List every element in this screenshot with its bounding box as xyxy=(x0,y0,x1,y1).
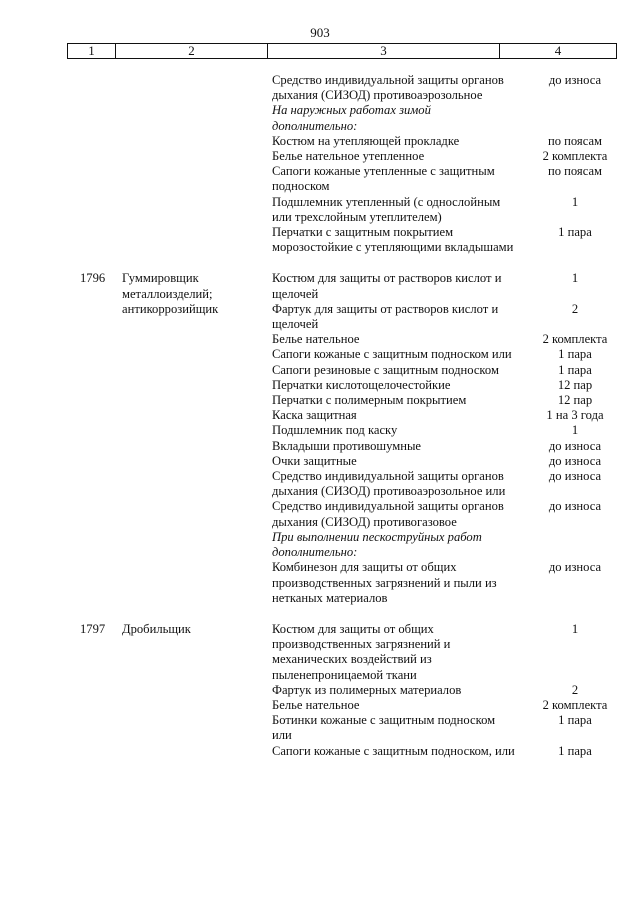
item-quantity: до износа xyxy=(548,560,602,575)
column-header-1: 1 xyxy=(68,44,116,58)
table-row xyxy=(0,347,640,362)
table-row xyxy=(0,560,640,606)
item-name: Белье нательное xyxy=(272,332,360,347)
item-name: Фартук для защиты от растворов кислот и щелочей xyxy=(272,301,499,332)
item-quantity: по поясам xyxy=(547,164,603,179)
table-row xyxy=(0,744,640,759)
column-header-3: 3 xyxy=(268,44,500,58)
item-quantity: 1 пара xyxy=(558,713,592,728)
table-row xyxy=(0,499,640,529)
item-name: Средство индивидуальной защиты органов дыхания (СИЗОД) противогазовое xyxy=(272,499,504,529)
table-row xyxy=(0,332,640,347)
entry-number: 1796 xyxy=(80,271,106,286)
item-quantity: до износа xyxy=(548,73,602,87)
item-name: Подшлемник утепленный (с однослойным или трехслойным утеплителем) xyxy=(272,194,501,224)
item-name: Фартук из полимерных материалов xyxy=(272,682,462,697)
item-name: Сапоги кожаные утепленные с защитным подноском xyxy=(272,164,495,194)
item-quantity: до износа xyxy=(548,469,602,484)
entry-profession: Дробильщик xyxy=(122,621,191,636)
table-row xyxy=(0,134,640,149)
table-row xyxy=(0,149,640,164)
item-quantity: 2 xyxy=(571,301,579,316)
item-name: Средство индивидуальной защиты органов дыхания (СИЗОД) противоаэрозольное xyxy=(272,73,504,103)
table-row xyxy=(0,302,640,332)
table-row xyxy=(0,408,640,423)
table-row xyxy=(0,713,640,743)
item-name: Белье нательное xyxy=(272,697,360,712)
item-name: Сапоги резиновые с защитным подноском xyxy=(272,362,499,377)
table-row xyxy=(0,698,640,713)
item-name: Ботинки кожаные с защитным подноском или xyxy=(272,713,496,743)
item-name: Белье нательное утепленное xyxy=(272,149,425,164)
item-name: Подшлемник под каску xyxy=(272,423,398,438)
table-header xyxy=(67,43,617,59)
item-quantity: 12 пар xyxy=(557,377,593,392)
entry-number: 1797 xyxy=(80,621,106,636)
item-quantity: 2 комплекта xyxy=(542,149,608,164)
entry-continuation xyxy=(0,73,640,255)
item-quantity: по поясам xyxy=(547,133,603,148)
item-name: Комбинезон для защиты от общих производственных загрязнений и пыли из нетканых материалов xyxy=(272,560,497,605)
item-quantity: 1 на 3 года xyxy=(546,408,604,423)
item-name: Перчатки с полимерным покрытием xyxy=(272,393,467,408)
table-row xyxy=(0,423,640,438)
table-row xyxy=(0,164,640,194)
column-header-4: 4 xyxy=(554,43,562,58)
column-header-2: 2 xyxy=(116,44,268,58)
item-name: Костюм для защиты от растворов кислот и щелочей xyxy=(272,271,502,301)
item-quantity: 1 пара xyxy=(558,225,592,240)
item-name: Костюм на утепляющей прокладке xyxy=(272,133,460,148)
item-quantity: до износа xyxy=(548,438,602,453)
item-quantity: 1 пара xyxy=(558,362,592,377)
item-quantity: 2 xyxy=(571,682,579,697)
table-row xyxy=(0,363,640,378)
table-row xyxy=(0,439,640,454)
table-row xyxy=(0,393,640,408)
entry-1796 xyxy=(0,271,640,605)
item-name: Каска защитная xyxy=(272,408,357,423)
page-number: 903 xyxy=(310,25,330,40)
table-row xyxy=(0,225,640,255)
item-name: Перчатки с защитным покрытием морозостойкие с утепляющими вкладышами xyxy=(272,225,514,255)
item-quantity: 1 xyxy=(571,621,579,636)
item-name: Сапоги кожаные с защитным подноском, или xyxy=(272,743,515,758)
item-quantity: 1 xyxy=(571,194,579,209)
item-name: Сапоги кожаные с защитным подноском или xyxy=(272,347,512,362)
table-row xyxy=(0,454,640,469)
item-name: Костюм для защиты от общих производственных загрязнений и механических воздействий из пыленепроницаемой ткани xyxy=(272,621,451,682)
item-name: Вкладыши противошумные xyxy=(272,438,422,453)
table-body xyxy=(0,73,640,759)
item-quantity: 12 пар xyxy=(557,393,593,408)
section-note: При выполнении пескоструйных работ дополнительно: xyxy=(272,529,482,560)
item-quantity: до износа xyxy=(548,499,602,514)
table-row xyxy=(0,378,640,393)
table-row xyxy=(0,469,640,499)
item-quantity: до износа xyxy=(548,453,602,468)
table-row xyxy=(0,195,640,225)
item-quantity: 1 пара xyxy=(558,347,592,362)
entry-1797 xyxy=(0,622,640,759)
entry-profession: Гуммировщик металлоизделий; антикоррозийщик xyxy=(122,271,219,316)
item-name: Перчатки кислотощелочестойкие xyxy=(272,377,451,392)
item-name: Очки защитные xyxy=(272,453,357,468)
item-quantity: 2 комплекта xyxy=(542,697,608,712)
item-quantity: 1 xyxy=(571,271,579,286)
section-note: На наружных работах зимой дополнительно: xyxy=(272,103,431,133)
item-name: Средство индивидуальной защиты органов дыхания (СИЗОД) противоаэрозольное или xyxy=(272,469,506,499)
item-quantity: 1 пара xyxy=(558,743,592,758)
table-row xyxy=(0,683,640,698)
item-quantity: 2 комплекта xyxy=(542,332,608,347)
table-row xyxy=(0,73,640,103)
item-quantity: 1 xyxy=(571,423,579,438)
